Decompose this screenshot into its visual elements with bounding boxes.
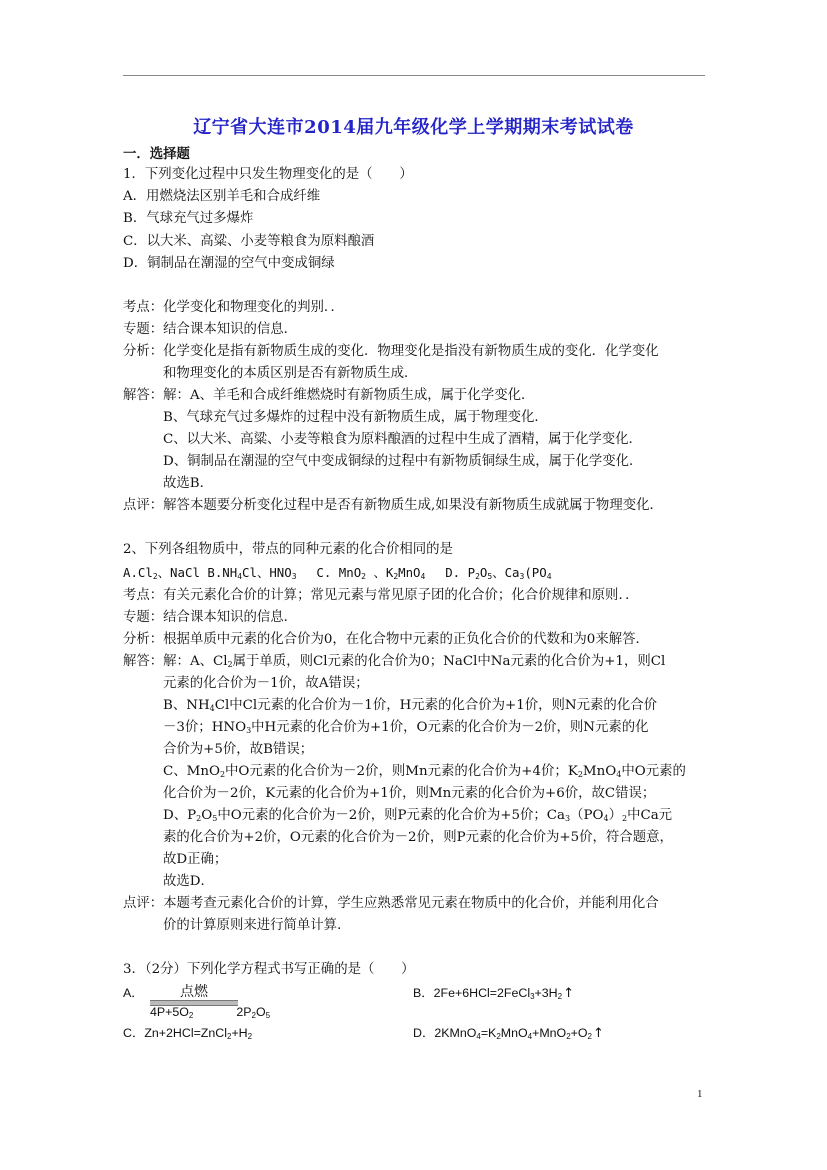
q1-kaodian: 考点：化学变化和物理变化的判别．． [123,300,344,315]
q2-jieda-d-1: D、$P_2O_5$中O元素的化合价为－2价，则P元素的化合价为+5价；$Ca_3(PO_4)_2$中Ca元 [163,808,673,823]
q2-fenxi: 分析：根据单质中元素的化合价为0，在化合物中元素的正负化合价的代数和为0来解答． [123,632,649,647]
gas-arrow-icon: ↑ [563,986,574,1001]
q1-stem: 1．下列变化过程中只发生物理变化的是（ ） [123,167,413,182]
q1-zhuanti: 专题：结合课本知识的信息． [123,322,298,337]
q1-jieda-1: 解答：解：A、羊毛和合成纤维燃烧时有新物质生成，属于化学变化． [123,388,535,403]
page-number: 1 [697,1088,703,1100]
q2-jieda-a-2: 元素的化合价为－1价，故A错误； [163,676,369,691]
q2-dianping-1: 点评：本题考查元素化合价的计算，学生应熟悉常见元素在物质中的化合价，并能利用化合 [123,896,659,911]
q2-jieda-d-4: 故选D． [163,874,214,889]
q3-stem: 3．（2分）下列化学方程式书写正确的是（ ） [123,962,415,977]
section-heading: 一．选择题 [123,146,190,162]
page-title: 辽宁省大连市2014届九年级化学上学期期末考试试卷 [193,117,634,138]
q2-options: $A.Cl_2$、NaCl $B.NH_4Cl$、$HNO_3$ C. MnO$_2$ 、$K_2MnO_4$ D. $P_2O_5$、$Ca_3(PO_4$ [123,565,552,581]
q3-option-a: $4P+5O_2$ $2P_2O_5$ [150,1005,271,1020]
q2-jieda-c-2: 化合价为－2价，K元素的化合价为+1价，则Mn元素的化合价为+6价，故C错误； [163,786,656,801]
q1-fenxi-1: 分析：化学变化是指有新物质生成的变化．物理变化是指没有新物质生成的变化．化学变化 [123,344,659,359]
q1-jieda-5: 故选B． [163,476,214,491]
q3-reaction-condition [150,985,238,1006]
q1-fenxi-2: 和物理变化的本质区别是否有新物质生成． [163,366,418,381]
q1-dianping: 点评：解答本题要分析变化过程中是否有新物质生成,如果没有新物质生成就属于物理变化． [123,498,663,513]
q2-jieda-d-3: 故D正确； [163,852,228,867]
q3-option-c: C．$Zn+2HCl=ZnCl_2+H_2$ [123,1026,253,1041]
q3-option-b: B．$2Fe+6HCl=2FeCl_3+3H_2↑$ [413,986,574,1001]
q2-jieda-b-2: －3价；$HNO_3$中H元素的化合价为+1价，O元素的化合价为－2价，则N元素的化 [163,720,649,735]
q3-option-a-label: A． [123,986,144,1000]
q3-option-d: D．$2KMnO_4=K_2MnO_4+MnO_2+O_2↑$ [413,1026,604,1041]
q1-option-d: D．铜制品在潮湿的空气中变成铜绿 [123,256,335,271]
q2-jieda-b-3: 合价为+5价，故B错误； [163,742,314,757]
q2-jieda-a-1: 解答：解：A、$Cl_2$属于单质，则Cl元素的化合价为0；NaCl中Na元素的化合价为+1，则Cl [123,654,666,669]
q2-dianping-2: 价的计算原则来进行简单计算． [163,918,351,933]
condition-text: 点燃 [180,984,208,1000]
q1-jieda-3: C、以大米、高粱、小麦等粮食为原料酿酒的过程中生成了酒精，属于化学变化． [163,432,642,447]
q2-zhuanti: 专题：结合课本知识的信息． [123,610,298,625]
gas-arrow-icon: ↑ [592,1026,604,1041]
q1-option-a: A．用燃烧法区别羊毛和合成纤维 [123,189,321,204]
q2-kaodian: 考点：有关元素化合价的计算；常见元素与常见原子团的化合价；化合价规律和原则．． [123,588,639,603]
q1-option-c: C．以大米、高粱、小麦等粮食为原料酿酒 [123,234,375,249]
header-rule [123,75,705,76]
q2-jieda-b-1: B、$NH_4Cl$中Cl元素的化合价为－1价，H元素的化合价为+1价，则N元素的化合价 [163,698,657,713]
q1-option-b: B．气球充气过多爆炸 [123,211,254,226]
q1-jieda-2: B、气球充气过多爆炸的过程中没有新物质生成，属于物理变化． [163,410,548,425]
q2-jieda-d-2: 素的化合价为+2价，O元素的化合价为－2价，则P元素的化合价为+5价，符合题意， [163,830,673,845]
q2-stem: 2、下列各组物质中，带点的同种元素的化合价相同的是 [123,542,453,557]
q1-jieda-4: D、铜制品在潮湿的空气中变成铜绿的过程中有新物质铜绿生成，属于化学变化． [163,454,643,469]
q2-jieda-c-1: C、MnO$_2$中O元素的化合价为－2价，则Mn元素的化合价为+4价；$K_2MnO_4$中O元素的 [163,764,686,779]
